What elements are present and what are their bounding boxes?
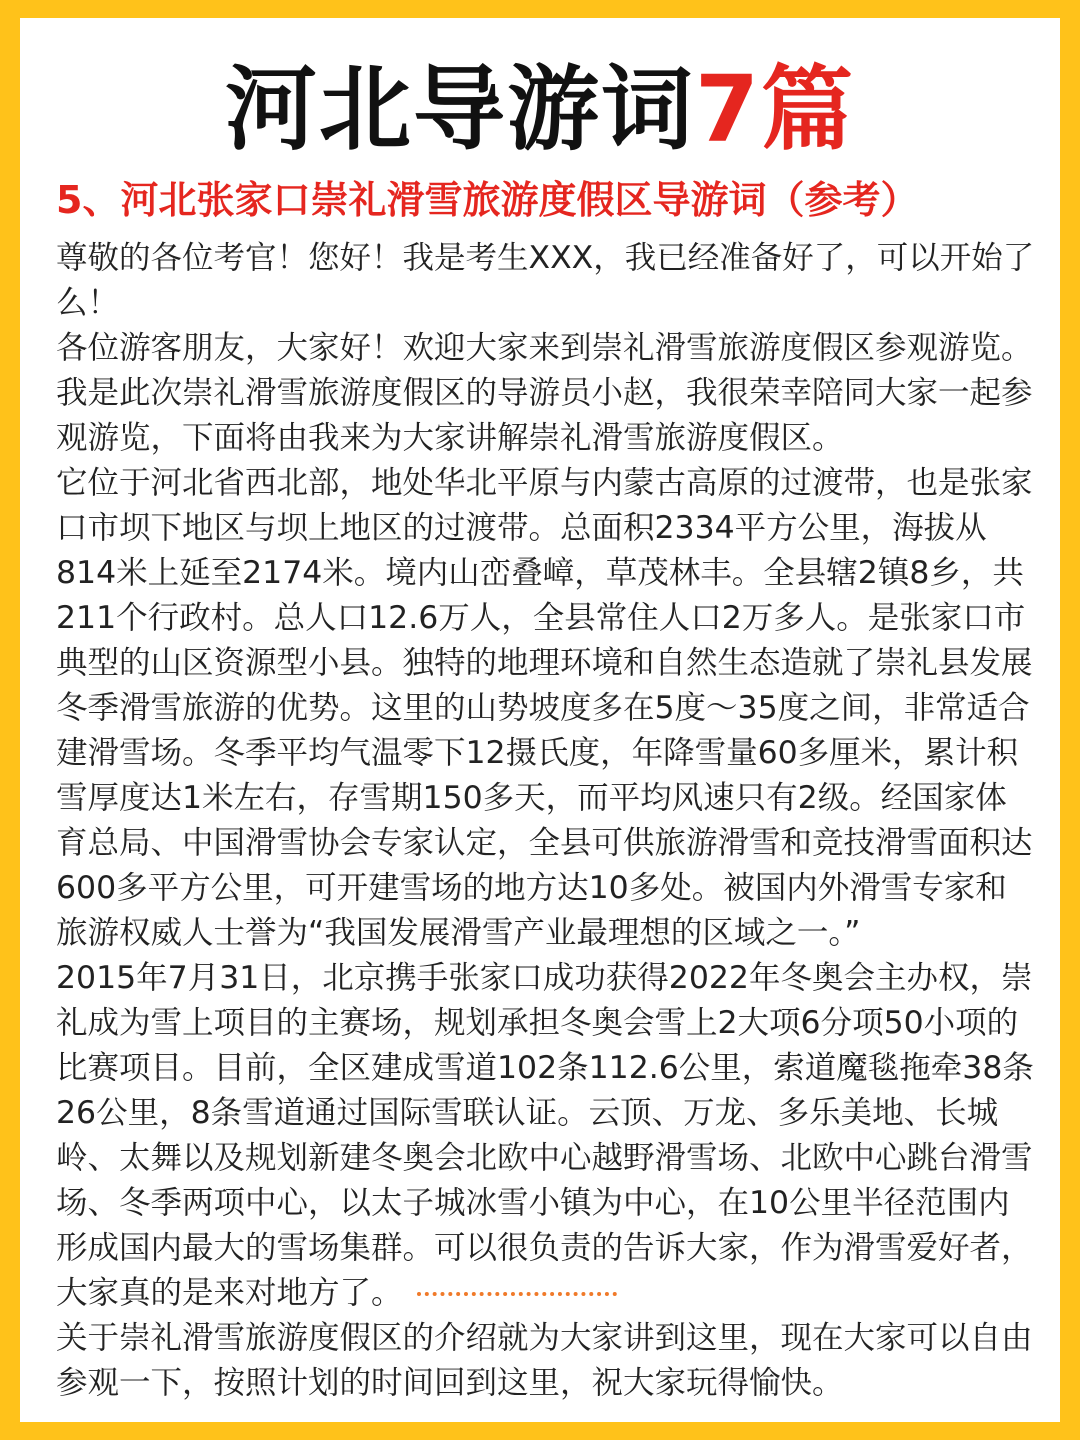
paragraph-greeting-examiner: 尊敬的各位考官！您好！我是考生XXX，我已经准备好了，可以开始了么！ — [56, 240, 1035, 321]
paragraph-closing: 关于崇礼滑雪旅游度假区的介绍就为大家讲到这里，现在大家可以自由参观一下，按照计划的时间回到这里，祝大家玩得愉快。 — [56, 1320, 1033, 1401]
page-title — [20, 54, 1060, 166]
page-title-accent: 7篇 — [695, 56, 856, 163]
dotted-divider — [417, 1292, 617, 1296]
paragraph-olympics — [56, 956, 1036, 1316]
section-heading: 5、河北张家口崇礼滑雪旅游度假区导游词（参考） — [56, 178, 919, 222]
guide-text — [56, 236, 1036, 1406]
paragraph-geography: 它位于河北省西北部，地处华北平原与内蒙古高原的过渡带，也是张家口市坝下地区与坝上地区的过渡带。总面积2334平方公里，海拔从814米上延至2174米。境内山峦叠嶂，草茂林丰。全县辖2镇8乡，共211个行政村。总人口12.6万人，全县常住人口2万多人。是张家口市典型的山区资源型小县。独特的地理环境和自然生态造就了崇礼县发展冬季滑雪旅游的优势。这里的山势坡度多在5度～35度之间，非常适合建滑雪场。冬季平均气温零下12摄氏度，年降雪量60多厘米，累计积雪厚度达1米左右，存雪期150多天，而平均风速只有2级。经国家体育总局、中国滑雪协会专家认定，全县可供旅游滑雪和竞技滑雪面积达600多平方公里，可开建雪场的地方达10多处。被国内外滑雪专家和旅游权威人士誉为“我国发展滑雪产业最理想的区域之一。” — [56, 465, 1033, 951]
paragraph-welcome: 各位游客朋友，大家好！欢迎大家来到崇礼滑雪旅游度假区参观游览。我是此次崇礼滑雪旅游度假区的导游员小赵，我很荣幸陪同大家一起参观游览，下面将由我来为大家讲解崇礼滑雪旅游度假区。 — [56, 330, 1033, 456]
paragraph-olympics-text: 2015年7月31日，北京携手张家口成功获得2022年冬奥会主办权，崇礼成为雪上项目的主赛场，规划承担冬奥会雪上2大项6分项50小项的比赛项目。目前，全区建成雪道102条112.6公里，索道魔毯拖牵38条26公里，8条雪道通过国际雪联认证。云顶、万龙、多乐美地、长城岭、太舞以及规划新建冬奥会北欧中心越野滑雪场、北欧中心跳台滑雪场、冬季两项中心，以太子城冰雪小镇为中心，在10公里半径范围内形成国内最大的雪场集群。可以很负责的告诉大家，作为滑雪爱好者，大家真的是来对地方了。 — [56, 960, 1034, 1311]
content-card — [20, 18, 1060, 1422]
page-title-main: 河北导游词 — [224, 56, 695, 163]
